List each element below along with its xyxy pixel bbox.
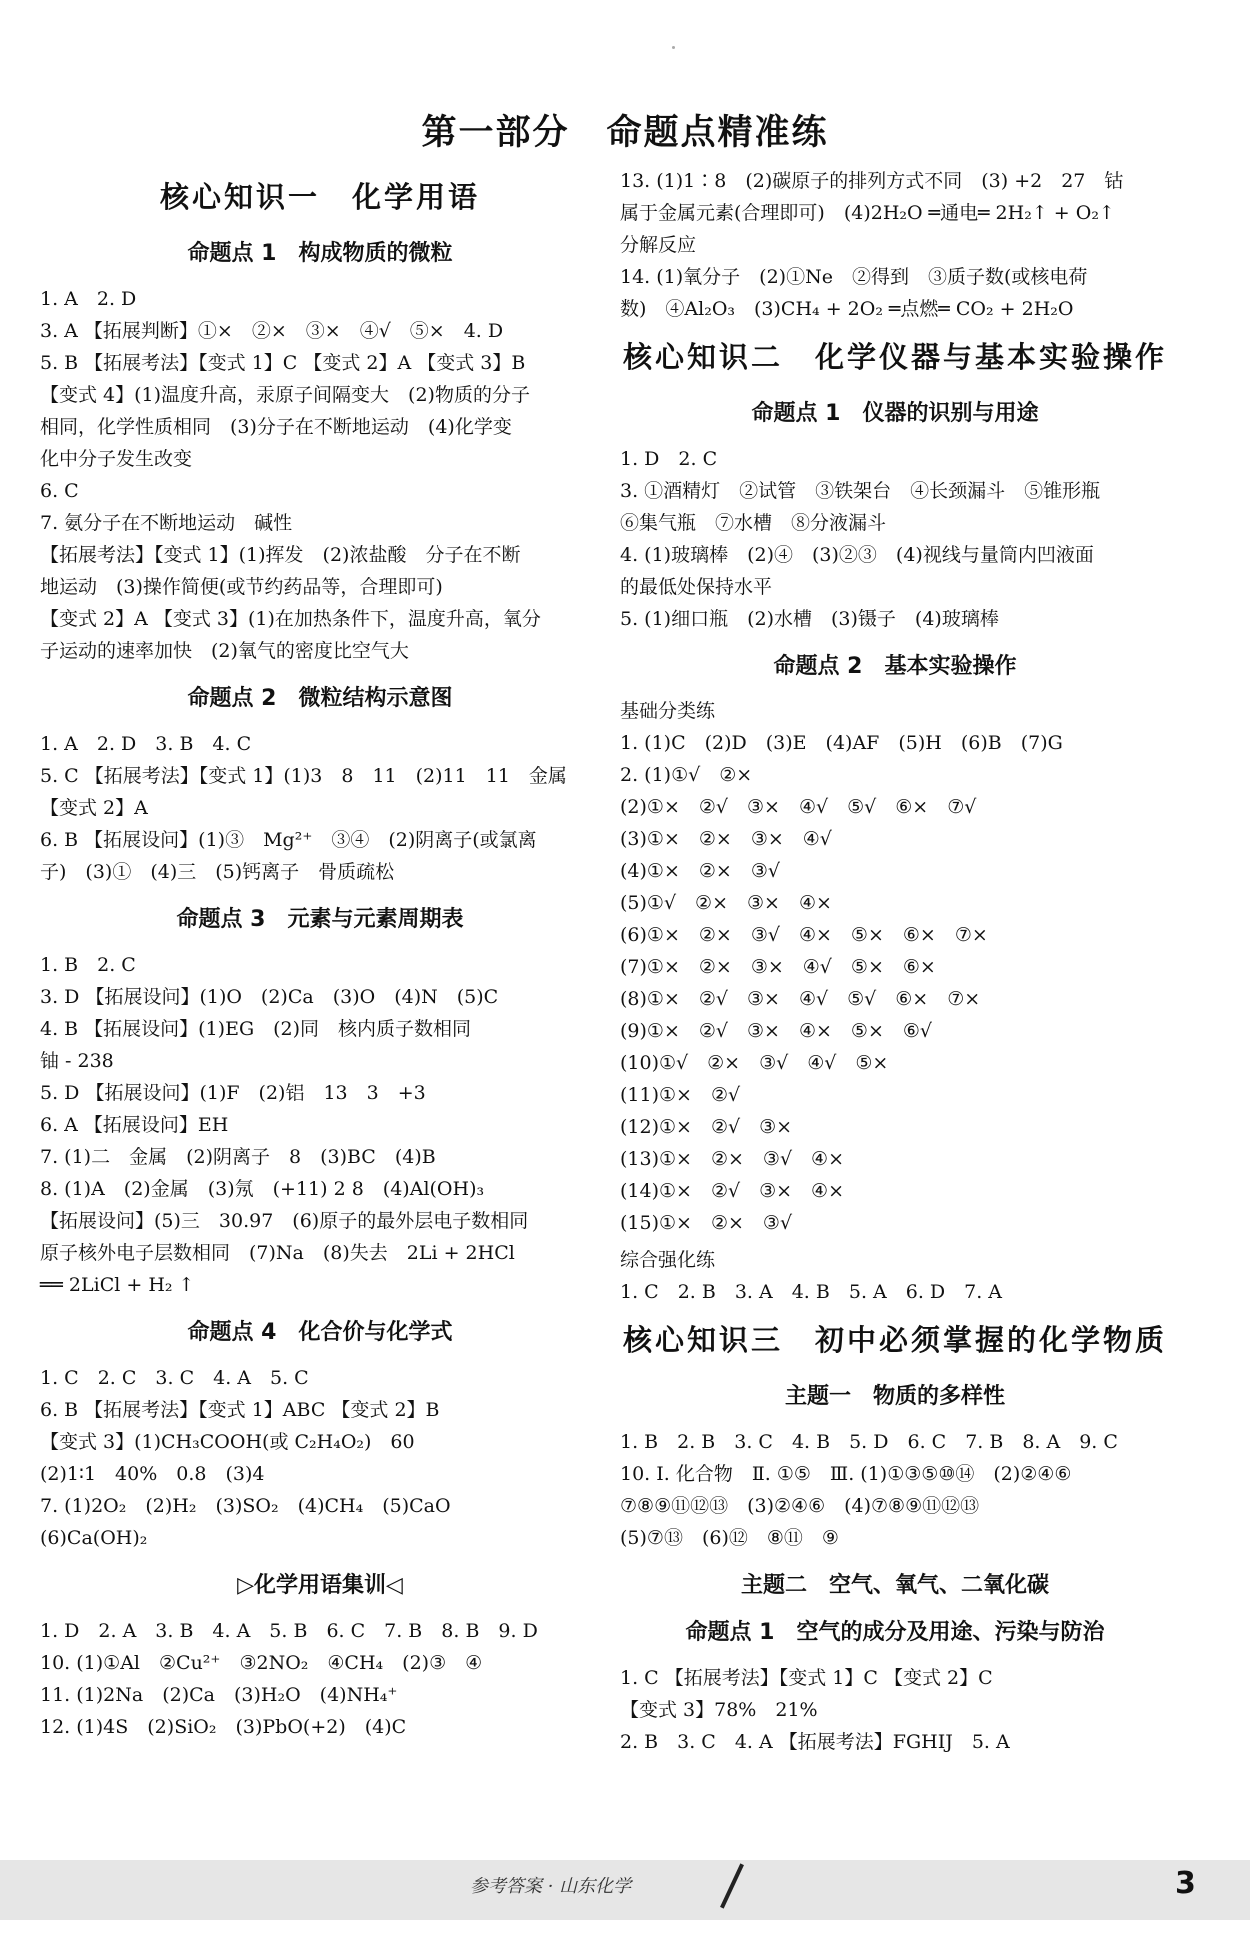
answer-line: (7)①× ②× ③× ④√ ⑤× ⑥×	[620, 956, 936, 978]
answer-line: (12)①× ②√ ③×	[620, 1116, 793, 1138]
answer-line: 6. B 【拓展设问】(1)③ Mg²⁺ ③④ (2)阴离子(或氯离	[40, 829, 537, 851]
page-number: 3	[1175, 1866, 1196, 1901]
page-mark	[672, 46, 675, 49]
answer-block	[40, 1362, 600, 1554]
answer-line: 1. (1)C (2)D (3)E (4)AF (5)H (6)B (7)G	[620, 732, 1063, 754]
answer-line: ⑥集气瓶 ⑦水槽 ⑧分液漏斗	[620, 512, 887, 534]
topic-title: 命题点 4 化合价与化学式	[187, 1320, 453, 1345]
answer-line: (9)①× ②√ ③× ④× ⑤× ⑥√	[620, 1020, 933, 1042]
answer-line: 1. C 2. B 3. A 4. B 5. A 6. D 7. A	[620, 1281, 1003, 1303]
answer-line: 1. A 2. D 3. B 4. C	[40, 733, 252, 755]
answer-line: 地运动 (3)操作简便(或节约药品等，合理即可)	[40, 576, 443, 598]
answer-line: 【变式 3】78% 21%	[620, 1699, 818, 1721]
answer-line: 【拓展设问】(5)三 30.97 (6)原子的最外层电子数相同	[40, 1210, 529, 1232]
answer-line: (4)①× ②× ③√	[620, 860, 780, 882]
answer-line: 【变式 2】A 【变式 3】(1)在加热条件下，温度升高，氧分	[40, 608, 541, 630]
section-title-2: 核心知识二 化学仪器与基本实验操作	[622, 340, 1167, 374]
answer-line: 10. Ⅰ. 化合物 Ⅱ. ①⑤ Ⅲ. (1)①③⑤⑩⑭ (2)②④⑥	[620, 1463, 1072, 1485]
answer-line: (5)⑦⑬ (6)⑫ ⑧⑪ ⑨	[620, 1527, 839, 1549]
answer-line: 【变式 4】(1)温度升高，汞原子间隔变大 (2)物质的分子	[40, 384, 530, 406]
answer-line: (15)①× ②× ③√	[620, 1212, 793, 1234]
answer-line: 的最低处保持水平	[620, 576, 773, 598]
answer-line: (5)①√ ②× ③× ④×	[620, 892, 832, 914]
answer-line: 1. C 【拓展考法】【变式 1】C 【变式 2】C	[620, 1667, 993, 1689]
answer-line: (13)①× ②× ③√ ④×	[620, 1148, 845, 1170]
answer-line: (3)①× ②× ③× ④√	[620, 828, 832, 850]
answer-block	[620, 727, 1170, 1239]
answer-line: 4. B 【拓展设问】(1)EG (2)同 核内质子数相同	[40, 1018, 472, 1040]
answer-line: 5. (1)细口瓶 (2)水槽 (3)镊子 (4)玻璃棒	[620, 608, 999, 630]
answer-line: 3. A 【拓展判断】①× ②× ③× ④√ ⑤× 4. D	[40, 320, 504, 342]
answer-line: 子) (3)① (4)三 (5)钙离子 骨质疏松	[40, 861, 395, 883]
topic-title: 命题点 3 元素与元素周期表	[176, 907, 464, 932]
answer-block	[620, 1426, 1170, 1554]
answer-line: (2)1∶1 40% 0.8 (3)4	[40, 1463, 265, 1485]
answer-line: 13. (1)1∶8 (2)碳原子的排列方式不同 (3) +2 27 钴	[620, 170, 1124, 192]
answer-line: 1. B 2. B 3. C 4. B 5. D 6. C 7. B 8. A 9. C	[620, 1431, 1118, 1453]
answer-line: 【拓展考法】【变式 1】(1)挥发 (2)浓盐酸 分子在不断	[40, 544, 521, 566]
answer-line: 8. (1)A (2)金属 (3)氖 (+11) 2 8 (4)Al(OH)₃	[40, 1178, 485, 1200]
section-title-1: 核心知识一 化学用语	[159, 180, 480, 214]
answer-line: 属于金属元素(合理即可) (4)2H₂O ═通电═ 2H₂↑ + O₂↑	[620, 202, 1115, 224]
answer-line: ══ 2LiCl + H₂ ↑	[40, 1274, 195, 1296]
section-title-3: 核心知识三 初中必须掌握的化学物质	[622, 1323, 1167, 1357]
answer-line: 5. B 【拓展考法】【变式 1】C 【变式 2】A 【变式 3】B	[40, 352, 526, 374]
answer-line: 相同，化学性质相同 (3)分子在不断地运动 (4)化学变	[40, 416, 512, 438]
sub-label: 综合强化练	[620, 1249, 716, 1271]
answer-line: 分解反应	[620, 234, 697, 256]
answer-block	[40, 949, 600, 1301]
answer-line: 6. C	[40, 480, 79, 502]
answer-line: 【变式 2】A	[40, 797, 148, 819]
topic-title: 命题点 2 微粒结构示意图	[187, 686, 453, 711]
sub-label: 基础分类练	[620, 700, 716, 722]
answer-line: (6)Ca(OH)₂	[40, 1527, 148, 1549]
answer-line: 原子核外电子层数相同 (7)Na (8)失去 2Li + 2HCl	[40, 1242, 515, 1264]
answer-block	[40, 728, 600, 888]
answer-line: 6. A 【拓展设问】EH	[40, 1114, 229, 1136]
answer-line: 4. (1)玻璃棒 (2)④ (3)②③ (4)视线与量筒内凹液面	[620, 544, 1094, 566]
answer-block	[620, 1662, 1170, 1758]
answer-line: (10)①√ ②× ③√ ④√ ⑤×	[620, 1052, 889, 1074]
answer-line: 数) ④Al₂O₃ (3)CH₄ + 2O₂ ═点燃═ CO₂ + 2H₂O	[620, 298, 1074, 320]
answer-line: 1. B 2. C	[40, 954, 136, 976]
answer-line: 1. D 2. C	[620, 448, 718, 470]
right-column	[620, 165, 1170, 1758]
answer-line: 1. A 2. D	[40, 288, 137, 310]
answer-line: 12. (1)4S (2)SiO₂ (3)PbO(+2) (4)C	[40, 1716, 407, 1738]
answer-block	[620, 443, 1170, 635]
answer-line: 10. (1)①Al ②Cu²⁺ ③2NO₂ ④CH₄ (2)③ ④	[40, 1652, 483, 1674]
answer-line: 1. C 2. C 3. C 4. A 5. C	[40, 1367, 309, 1389]
topic-title: 主题一 物质的多样性	[784, 1384, 1005, 1409]
answer-line: 【变式 3】(1)CH₃COOH(或 C₂H₄O₂) 60	[40, 1431, 415, 1453]
answer-line: 11. (1)2Na (2)Ca (3)H₂O (4)NH₄⁺	[40, 1684, 398, 1706]
answer-line: 14. (1)氧分子 (2)①Ne ②得到 ③质子数(或核电荷	[620, 266, 1088, 288]
answer-line: 2. B 3. C 4. A 【拓展考法】FGHIJ 5. A	[620, 1731, 1010, 1753]
answer-block	[620, 1276, 1170, 1308]
answer-line: 3. D 【拓展设问】(1)O (2)Ca (3)O (4)N (5)C	[40, 986, 499, 1008]
topic-title: 命题点 2 基本实验操作	[773, 654, 1017, 679]
answer-line: 2. (1)①√ ②×	[620, 764, 753, 786]
answer-line: (8)①× ②√ ③× ④√ ⑤√ ⑥× ⑦×	[620, 988, 981, 1010]
topic-subtitle: 命题点 1 空气的成分及用途、污染与防治	[685, 1620, 1105, 1645]
answer-block	[40, 1615, 600, 1743]
answer-line: 7. 氨分子在不断地运动 碱性	[40, 512, 293, 534]
answer-line: (6)①× ②× ③√ ④× ⑤× ⑥× ⑦×	[620, 924, 988, 946]
answer-block	[620, 165, 1170, 325]
answer-line: (11)①× ②√	[620, 1084, 741, 1106]
answer-line: 6. B 【拓展考法】【变式 1】ABC 【变式 2】B	[40, 1399, 440, 1421]
answer-line: 7. (1)2O₂ (2)H₂ (3)SO₂ (4)CH₄ (5)CaO	[40, 1495, 451, 1517]
answer-line: 3. ①酒精灯 ②试管 ③铁架台 ④长颈漏斗 ⑤锥形瓶	[620, 480, 1101, 502]
answer-line: 7. (1)二 金属 (2)阴离子 8 (3)BC (4)B	[40, 1146, 436, 1168]
answer-line: 1. D 2. A 3. B 4. A 5. B 6. C 7. B 8. B 9. D	[40, 1620, 538, 1642]
answer-line: 化中分子发生改变	[40, 448, 193, 470]
answer-line: 铀 - 238	[40, 1050, 114, 1072]
topic-title: ▷化学用语集训◁	[237, 1573, 403, 1598]
answer-line: (2)①× ②√ ③× ④√ ⑤√ ⑥× ⑦√	[620, 796, 977, 818]
answer-block	[40, 283, 600, 667]
topic-title: 主题二 空气、氧气、二氧化碳	[740, 1573, 1049, 1598]
answer-line: 5. C 【拓展考法】【变式 1】(1)3 8 11 (2)11 11 金属	[40, 765, 567, 787]
page-title: 第一部分 命题点精准练	[421, 113, 829, 153]
answer-line: 子运动的速率加快 (2)氧气的密度比空气大	[40, 640, 409, 662]
answer-line: 5. D 【拓展设问】(1)F (2)铝 13 3 +3	[40, 1082, 426, 1104]
topic-title: 命题点 1 构成物质的微粒	[187, 241, 453, 266]
left-column	[40, 165, 600, 1743]
footer-text: 参考答案 · 山东化学	[470, 1876, 632, 1897]
answer-line: (14)①× ②√ ③× ④×	[620, 1180, 845, 1202]
topic-title: 命题点 1 仪器的识别与用途	[751, 401, 1039, 426]
answer-line: ⑦⑧⑨⑪⑫⑬ (3)②④⑥ (4)⑦⑧⑨⑪⑫⑬	[620, 1495, 980, 1517]
